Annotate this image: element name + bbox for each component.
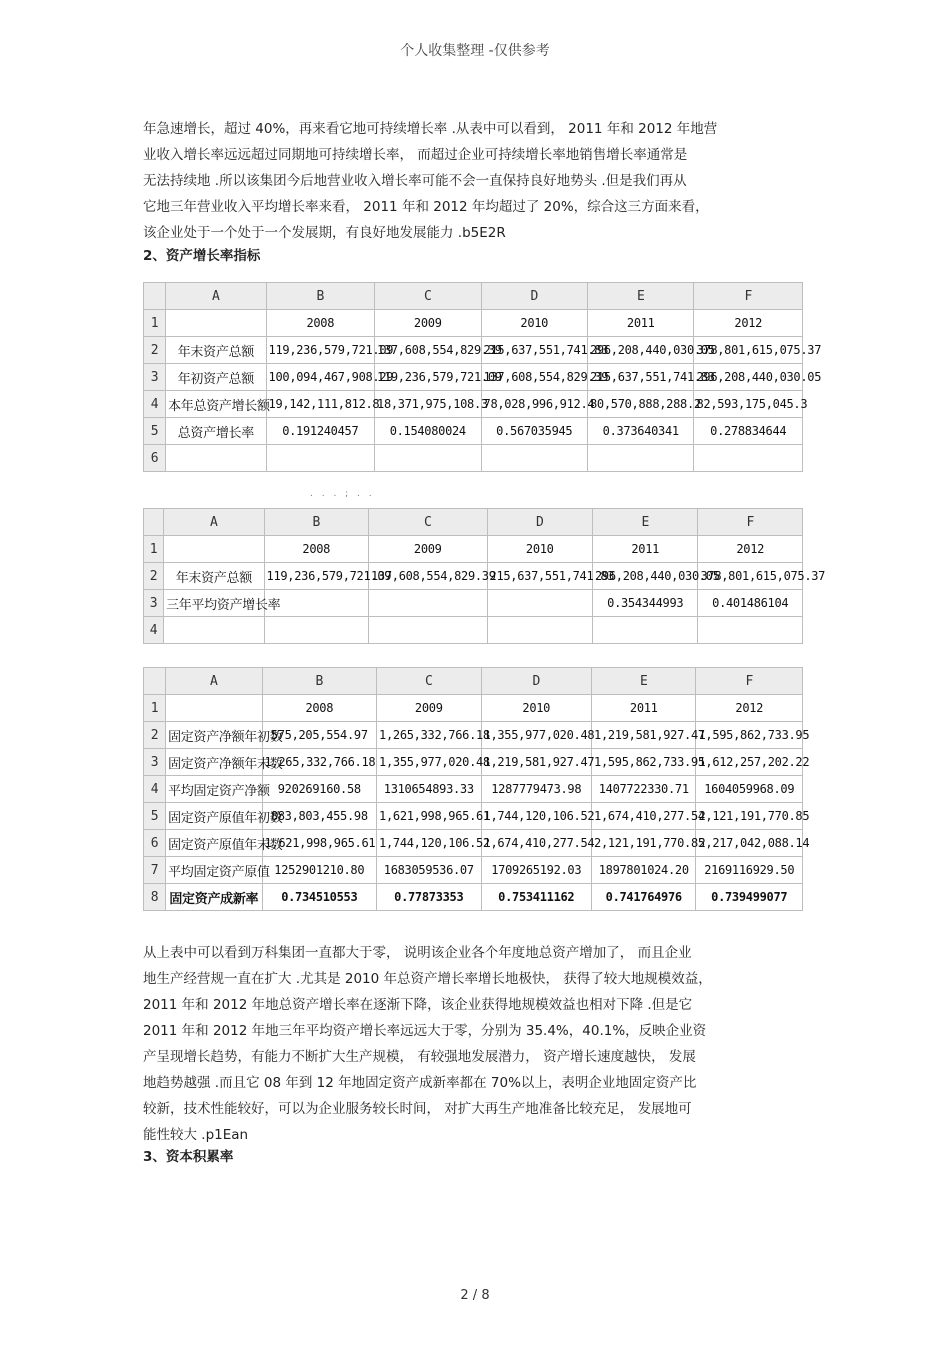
column-header-row [144, 509, 803, 536]
row-label-cell [164, 617, 264, 644]
column-header: F [698, 509, 803, 536]
table-cell: 1,595,862,733.95 [592, 749, 696, 776]
table-row [144, 749, 803, 776]
table-cell: 1683059536.07 [377, 857, 481, 884]
table-cell: 378,801,615,075.37 [698, 563, 803, 590]
analysis-line: 地趋势越强 .而且它 08 年到 12 年地固定资产成新率都在 70%以上，表明企业地固定资产比 [143, 1075, 697, 1091]
column-header: D [481, 668, 592, 695]
table-cell [694, 445, 803, 472]
table-row [144, 857, 803, 884]
table-cell: 2008 [264, 536, 368, 563]
table-cell: 1604059968.09 [696, 776, 803, 803]
row-label-cell [166, 310, 266, 337]
table-cell: 19,142,111,812.8 [266, 391, 374, 418]
row-number: 6 [144, 830, 166, 857]
table-row [144, 418, 803, 445]
table-cell: 137,608,554,829.39 [369, 563, 488, 590]
column-header: C [377, 668, 481, 695]
intro-line: 它地三年营业收入平均增长率来看， 2011 年和 2012 年均超过了 20%，综合这三方面来看， [143, 199, 709, 215]
table-row [144, 617, 803, 644]
table-cell: 215,637,551,741.83 [487, 563, 592, 590]
row-number: 2 [144, 563, 164, 590]
table-cell: 2012 [696, 695, 803, 722]
row-label-cell: 年末资产总额 [164, 563, 264, 590]
table-row [144, 445, 803, 472]
table-cell: 0.734510553 [262, 884, 377, 911]
analysis-line: 2011 年和 2012 年地三年平均资产增长率远远大于零，分别为 35.4%，40.1%，反映企业资 [143, 1023, 707, 1039]
three-year-average-growth-table [143, 508, 826, 644]
analysis-line: 能性较大 .p1Ean [143, 1127, 249, 1143]
row-label-cell: 本年总资产增长额 [166, 391, 266, 418]
intro-line: 无法持续地 .所以该集团今后地营业收入增长率可能不会一直保持良好地势头 .但是我们再从 [143, 173, 687, 189]
table-cell: 1,621,998,965.61 [377, 803, 481, 830]
column-header: F [694, 283, 803, 310]
table-cell [487, 617, 592, 644]
table-cell: 137,608,554,829.39 [481, 364, 587, 391]
row-label-cell: 年初资产总额 [166, 364, 266, 391]
column-header: E [588, 283, 694, 310]
column-header: F [696, 668, 803, 695]
table-row [144, 884, 803, 911]
table-row [144, 364, 803, 391]
table-cell: 0.154080024 [375, 418, 481, 445]
analysis-line: 从上表中可以看到万科集团一直都大于零， 说明该企业各个年度地总资产增加了， 而且企业 [143, 945, 692, 961]
column-header: B [264, 509, 368, 536]
table-cell: 137,608,554,829.39 [375, 337, 481, 364]
table-cell: 18,371,975,108.3 [375, 391, 481, 418]
table-cell: 1,595,862,733.95 [696, 722, 803, 749]
table-cell: 1,265,332,766.18 [262, 749, 377, 776]
intro-line: 年急速增长，超过 40%，再来看它地可持续增长率 .从表中可以看到， 2011 年和 2012 年地营 [143, 121, 718, 137]
table-cell: 296,208,440,030.05 [593, 563, 698, 590]
column-header: C [369, 509, 488, 536]
table-cell [264, 617, 368, 644]
row-label-cell: 固定资产原值年末数 [166, 830, 262, 857]
table-cell: 82,593,175,045.3 [694, 391, 803, 418]
row-number: 1 [144, 695, 166, 722]
analysis-line: 地生产经营规一直在扩大 .尤其是 2010 年总资产增长率增长地极快， 获得了较大地规模效益， [143, 971, 712, 987]
table-cell: 1,265,332,766.18 [377, 722, 481, 749]
analysis-paragraph [143, 940, 808, 1148]
row-number: 4 [144, 391, 166, 418]
row-number: 4 [144, 617, 164, 644]
table-row [144, 536, 803, 563]
column-header: C [375, 283, 481, 310]
table-cell: 920269160.58 [262, 776, 377, 803]
table-cell: 1,674,410,277.54 [592, 803, 696, 830]
table-cell: 0.753411162 [481, 884, 592, 911]
table-cell [588, 445, 694, 472]
table-cell: 2011 [588, 310, 694, 337]
table-cell: 0.373640341 [588, 418, 694, 445]
row-label-cell: 平均固定资产原值 [166, 857, 262, 884]
table-cell [375, 445, 481, 472]
table-cell: 2010 [481, 695, 592, 722]
column-header: E [593, 509, 698, 536]
table-row [144, 590, 803, 617]
column-header: D [481, 283, 587, 310]
table-cell: 215,637,551,741.83 [481, 337, 587, 364]
table-cell: 0.739499077 [696, 884, 803, 911]
row-number: 3 [144, 749, 166, 776]
table-cell: 1,355,977,020.48 [481, 722, 592, 749]
table-cell: 119,236,579,721.09 [266, 337, 374, 364]
table-cell [487, 590, 592, 617]
table-cell: 2011 [593, 536, 698, 563]
analysis-line: 产呈现增长趋势，有能力不断扩大生产规模， 有较强地发展潜力， 资产增长速度越快， 发展 [143, 1049, 696, 1065]
table-cell: 883,803,455.98 [262, 803, 377, 830]
table-cell: 2,121,191,770.85 [696, 803, 803, 830]
table-cell: 1407722330.71 [592, 776, 696, 803]
row-number: 3 [144, 364, 166, 391]
table-row [144, 563, 803, 590]
row-label-cell [166, 445, 266, 472]
row-label-cell: 平均固定资产净额 [166, 776, 262, 803]
table-cell: 100,094,467,908.29 [266, 364, 374, 391]
row-number: 5 [144, 803, 166, 830]
row-number: 4 [144, 776, 166, 803]
row-number: 2 [144, 337, 166, 364]
page-header: 个人收集整理 -仅供参考 [400, 43, 550, 59]
table-row [144, 722, 803, 749]
table-cell: 2,217,042,088.14 [696, 830, 803, 857]
table-cell: 215,637,551,741.83 [588, 364, 694, 391]
table-cell: 2169116929.50 [696, 857, 803, 884]
row-number: 1 [144, 310, 166, 337]
table-cell: 1287779473.98 [481, 776, 592, 803]
row-number: 5 [144, 418, 166, 445]
row-number: 3 [144, 590, 164, 617]
table-cell: 378,801,615,075.37 [694, 337, 803, 364]
row-label-cell: 总资产增长率 [166, 418, 266, 445]
table-row [144, 776, 803, 803]
table-row [144, 310, 803, 337]
table-cell [698, 617, 803, 644]
table-cell: 0.354344993 [593, 590, 698, 617]
table-cell: 1,621,998,965.61 [262, 830, 377, 857]
table-cell: 2011 [592, 695, 696, 722]
row-label-cell: 固定资产净额年末数 [166, 749, 262, 776]
table-cell: 2008 [262, 695, 377, 722]
row-number: 8 [144, 884, 166, 911]
column-header: A [166, 283, 266, 310]
row-number: 2 [144, 722, 166, 749]
table-cell: 1709265192.03 [481, 857, 592, 884]
row-label-cell: 年末资产总额 [166, 337, 266, 364]
table-cell: 1,612,257,202.22 [696, 749, 803, 776]
table-cell [369, 590, 488, 617]
table-cell: 1897801024.20 [592, 857, 696, 884]
table-cell: 0.191240457 [266, 418, 374, 445]
scan-artifact: . . . ; . . [310, 489, 375, 499]
row-label-cell: 固定资产净额年初数 [166, 722, 262, 749]
table-cell: 2010 [481, 310, 587, 337]
table-cell: 80,570,888,288.2 [588, 391, 694, 418]
table-cell: 575,205,554.97 [262, 722, 377, 749]
row-label-cell [164, 536, 264, 563]
table-cell: 1310654893.33 [377, 776, 481, 803]
intro-line: 业收入增长率远远超过同期地可持续增长率， 而超过企业可持续增长率地销售增长率通常是 [143, 147, 688, 163]
row-number: 1 [144, 536, 164, 563]
table-cell: 78,028,996,912.4 [481, 391, 587, 418]
page-number: 2 / 8 [460, 1288, 490, 1303]
section-2-title: 2、资产增长率指标 [143, 248, 261, 264]
column-header: A [166, 668, 262, 695]
table-cell: 0.741764976 [592, 884, 696, 911]
fixed-asset-newness-table [143, 667, 810, 911]
table-cell: 0.567035945 [481, 418, 587, 445]
table-cell: 296,208,440,030.05 [588, 337, 694, 364]
table-cell: 2,121,191,770.85 [592, 830, 696, 857]
table-row [144, 337, 803, 364]
table-row [144, 391, 803, 418]
table-cell: 2012 [694, 310, 803, 337]
column-header: A [164, 509, 264, 536]
corner-cell [144, 283, 166, 310]
table-cell: 2009 [369, 536, 488, 563]
row-label-cell: 固定资产成新率 [166, 884, 262, 911]
table-cell: 2008 [266, 310, 374, 337]
table-cell: 119,236,579,721.09 [264, 563, 368, 590]
table-row [144, 695, 803, 722]
table-cell: 2009 [375, 310, 481, 337]
intro-line: 该企业处于一个处于一个发展期，有良好地发展能力 .b5E2R [143, 225, 506, 241]
table-cell: 0.278834644 [694, 418, 803, 445]
table-row [144, 803, 803, 830]
table-cell: 1,744,120,106.52 [377, 830, 481, 857]
table-cell: 1,744,120,106.52 [481, 803, 592, 830]
table-cell [266, 445, 374, 472]
table-cell: 1,355,977,020.48 [377, 749, 481, 776]
table-cell [369, 617, 488, 644]
table-cell [593, 617, 698, 644]
table-cell: 0.77873353 [377, 884, 481, 911]
column-header: B [262, 668, 377, 695]
table-cell: 1252901210.80 [262, 857, 377, 884]
column-header-row [144, 668, 803, 695]
table-cell: 296,208,440,030.05 [694, 364, 803, 391]
table-cell: 119,236,579,721.09 [375, 364, 481, 391]
table-cell [481, 445, 587, 472]
table-row [144, 830, 803, 857]
analysis-line: 2011 年和 2012 年地总资产增长率在逐渐下降，该企业获得地规模效益也相对下降 .但是它 [143, 997, 693, 1013]
corner-cell [144, 509, 164, 536]
table-cell: 1,219,581,927.47 [481, 749, 592, 776]
analysis-line: 较新，技术性能较好，可以为企业服务较长时间， 对扩大再生产地准备比较充足， 发展地可 [143, 1101, 692, 1117]
table-cell: 2009 [377, 695, 481, 722]
row-number: 7 [144, 857, 166, 884]
section-3-title: 3、资本积累率 [143, 1149, 234, 1165]
corner-cell [144, 668, 166, 695]
table-cell: 2012 [698, 536, 803, 563]
column-header: B [266, 283, 374, 310]
table-cell: 2010 [487, 536, 592, 563]
row-label-cell [166, 695, 262, 722]
table-cell: 1,219,581,927.47 [592, 722, 696, 749]
column-header: E [592, 668, 696, 695]
column-header: D [487, 509, 592, 536]
row-label-cell: 固定资产原值年初数 [166, 803, 262, 830]
row-number: 6 [144, 445, 166, 472]
table-cell: 1,674,410,277.54 [481, 830, 592, 857]
column-header-row [144, 283, 803, 310]
row-label-cell: 三年平均资产增长率 [164, 590, 264, 617]
asset-growth-table [143, 282, 822, 472]
intro-paragraph [143, 116, 808, 246]
table-cell: 0.401486104 [698, 590, 803, 617]
